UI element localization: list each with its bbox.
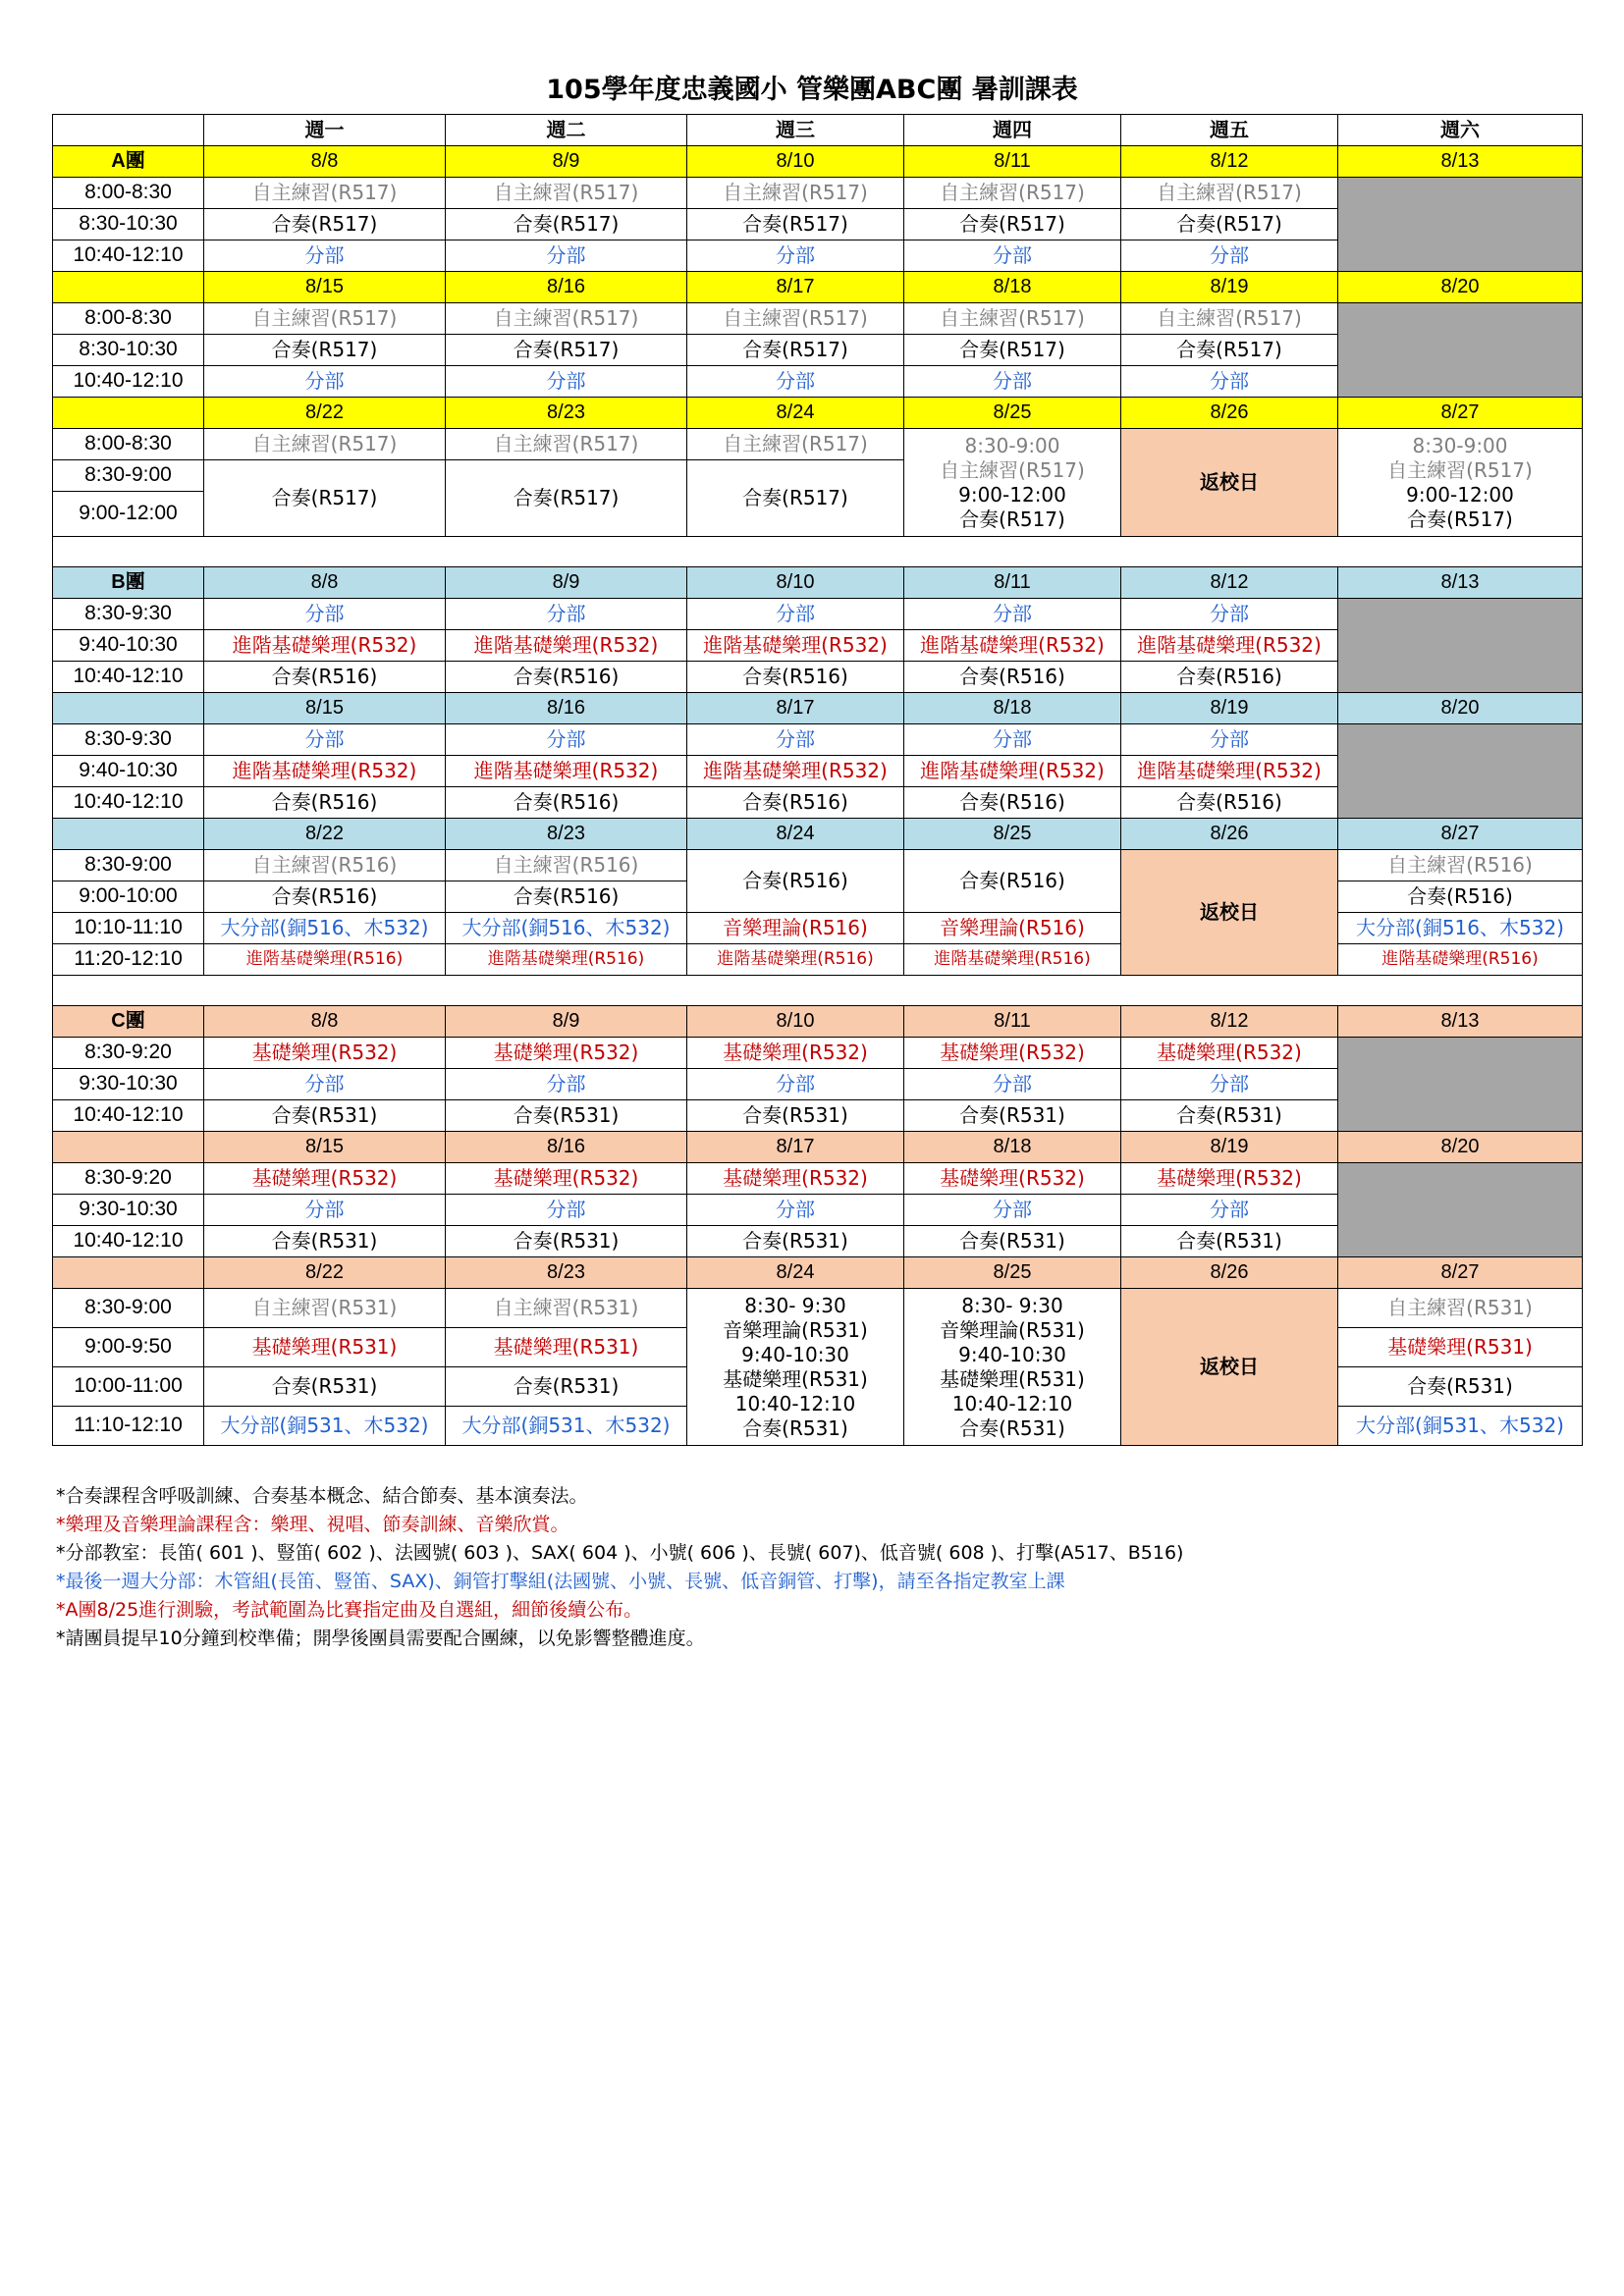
class-cell: 合奏(R516) [446, 787, 687, 819]
session-line: 9:00-12:00 [958, 482, 1066, 507]
no-class-cell [1338, 303, 1583, 398]
date-header: 8/25 [904, 819, 1121, 850]
session-line: 自主練習(R517) [1387, 457, 1533, 482]
time-slot: 10:40-12:10 [53, 1226, 204, 1257]
class-cell: 合奏(R516) [687, 662, 904, 693]
note-line: *合奏課程含呼吸訓練、合奏基本概念、結合節奏、基本演奏法。 [56, 1485, 588, 1507]
class-cell: 分部 [446, 1195, 687, 1226]
date-header: 8/13 [1338, 1006, 1583, 1038]
no-class-cell [1338, 178, 1583, 272]
date-header-row [53, 567, 1583, 599]
time-slot: 8:00-8:30 [53, 303, 204, 335]
schedule-row [53, 913, 1583, 944]
class-cell: 合奏(R517) [1121, 335, 1338, 366]
date-header: 8/20 [1338, 1132, 1583, 1163]
class-cell: 分部 [904, 240, 1121, 272]
return-day-cell: 返校日 [1121, 429, 1338, 537]
note-line: *樂理及音樂理論課程含：樂理、視唱、節奏訓練、音樂欣賞。 [56, 1514, 569, 1535]
class-cell: 合奏(R516) [1338, 881, 1583, 913]
session-line: 10:40-12:10 [951, 1391, 1073, 1415]
time-slot: 9:40-10:30 [53, 630, 204, 662]
class-cell: 合奏(R517) [446, 335, 687, 366]
session-line: 10:40-12:10 [734, 1391, 856, 1415]
class-cell: 合奏(R517) [204, 209, 446, 240]
class-cell: 基礎樂理(R532) [204, 1163, 446, 1195]
class-cell: 自主練習(R517) [904, 303, 1121, 335]
multi-session-cell [904, 1289, 1121, 1446]
class-cell: 合奏(R516) [904, 662, 1121, 693]
date-row-label [53, 1257, 204, 1289]
class-cell: 分部 [687, 1195, 904, 1226]
note-line: *分部教室：長笛( 601 )、豎笛( 602 )、法國號( 603 )、SAX( 604 )、小號( 606 )、長號( 607)、低音號( 608 )、打擊(A517、B516) [56, 1542, 1184, 1564]
group-label: B團 [53, 567, 204, 599]
return-day-cell: 返校日 [1121, 850, 1338, 976]
date-header: 8/16 [446, 272, 687, 303]
time-slot: 8:30-9:00 [53, 1289, 204, 1328]
session-line: 9:40-10:30 [958, 1342, 1066, 1366]
class-cell: 自主練習(R517) [204, 303, 446, 335]
session-line: 8:30- 9:30 [744, 1293, 846, 1317]
class-cell: 自主練習(R517) [446, 178, 687, 209]
notes [56, 1482, 1568, 1653]
date-header: 8/23 [446, 1257, 687, 1289]
session-line: 基礎樂理(R531) [723, 1366, 868, 1391]
class-cell: 分部 [204, 1069, 446, 1100]
date-header: 8/20 [1338, 693, 1583, 724]
date-header: 8/13 [1338, 146, 1583, 178]
class-cell: 合奏(R516) [1121, 787, 1338, 819]
weekday-header: 週五 [1121, 115, 1338, 146]
class-cell: 合奏(R517) [1121, 209, 1338, 240]
class-cell: 進階基礎樂理(R516) [446, 944, 687, 976]
date-header: 8/17 [687, 272, 904, 303]
class-cell: 分部 [1121, 1069, 1338, 1100]
schedule-row [53, 303, 1583, 335]
no-class-cell [1338, 724, 1583, 819]
date-header: 8/19 [1121, 693, 1338, 724]
class-cell: 基礎樂理(R532) [1121, 1038, 1338, 1069]
spacer-cell [53, 976, 1583, 1006]
schedule-row [53, 599, 1583, 630]
class-cell: 進階基礎樂理(R532) [446, 630, 687, 662]
date-header: 8/20 [1338, 272, 1583, 303]
date-header: 8/18 [904, 1132, 1121, 1163]
note-line: *請團員提早10分鐘到校準備；開學後團員需要配合團練，以免影響整體進度。 [56, 1628, 705, 1649]
no-class-cell [1338, 599, 1583, 693]
date-header: 8/16 [446, 693, 687, 724]
date-header: 8/25 [904, 398, 1121, 429]
date-header: 8/22 [204, 819, 446, 850]
class-cell: 合奏(R516) [446, 662, 687, 693]
class-cell: 合奏(R531) [446, 1367, 687, 1407]
session-line: 合奏(R517) [959, 507, 1065, 531]
time-slot: 9:00-10:00 [53, 881, 204, 913]
class-cell: 分部 [204, 240, 446, 272]
class-cell: 合奏(R531) [904, 1100, 1121, 1132]
class-cell: 自主練習(R531) [1338, 1289, 1583, 1328]
date-header: 8/19 [1121, 1132, 1338, 1163]
return-day-cell: 返校日 [1121, 1289, 1338, 1446]
class-cell: 合奏(R531) [204, 1367, 446, 1407]
class-cell: 合奏(R516) [904, 850, 1121, 913]
class-cell: 進階基礎樂理(R532) [687, 756, 904, 787]
time-slot: 8:30-9:00 [53, 460, 204, 492]
time-slot: 8:30-9:20 [53, 1038, 204, 1069]
schedule-row [53, 429, 1583, 460]
time-slot: 8:00-8:30 [53, 429, 204, 460]
time-slot: 9:30-10:30 [53, 1195, 204, 1226]
class-cell: 合奏(R517) [687, 209, 904, 240]
class-cell: 基礎樂理(R531) [1338, 1328, 1583, 1367]
session-line: 音樂理論(R531) [723, 1317, 868, 1342]
class-cell: 自主練習(R516) [204, 850, 446, 881]
multi-session-cell [687, 1289, 904, 1446]
class-cell: 自主練習(R517) [446, 303, 687, 335]
date-row-label [53, 1132, 204, 1163]
schedule-row [53, 724, 1583, 756]
date-header-row [53, 693, 1583, 724]
date-header: 8/9 [446, 1006, 687, 1038]
date-header: 8/26 [1121, 398, 1338, 429]
class-cell: 音樂理論(R516) [687, 913, 904, 944]
class-cell: 分部 [204, 1195, 446, 1226]
date-header: 8/11 [904, 146, 1121, 178]
class-cell: 合奏(R517) [904, 335, 1121, 366]
class-cell: 大分部(銅516、木532) [1338, 913, 1583, 944]
date-header: 8/9 [446, 146, 687, 178]
no-class-cell [1338, 1038, 1583, 1132]
time-slot: 9:00-9:50 [53, 1328, 204, 1367]
class-cell: 合奏(R516) [904, 787, 1121, 819]
time-slot: 8:30-10:30 [53, 209, 204, 240]
class-cell: 合奏(R516) [687, 787, 904, 819]
class-cell: 合奏(R516) [204, 662, 446, 693]
multi-session-cell [904, 429, 1121, 537]
class-cell: 音樂理論(R516) [904, 913, 1121, 944]
date-header: 8/27 [1338, 819, 1583, 850]
class-cell: 進階基礎樂理(R532) [446, 756, 687, 787]
class-cell: 合奏(R517) [446, 209, 687, 240]
class-cell: 基礎樂理(R532) [687, 1163, 904, 1195]
date-header: 8/10 [687, 1006, 904, 1038]
note-line: *A團8/25進行測驗，考試範圍為比賽指定曲及自選組，細節後續公布。 [56, 1599, 643, 1621]
class-cell: 基礎樂理(R532) [204, 1038, 446, 1069]
date-header: 8/16 [446, 1132, 687, 1163]
date-header-row [53, 398, 1583, 429]
time-slot: 10:40-12:10 [53, 662, 204, 693]
session-line: 合奏(R531) [959, 1415, 1065, 1440]
class-cell: 分部 [904, 1195, 1121, 1226]
date-header: 8/25 [904, 1257, 1121, 1289]
date-header: 8/26 [1121, 1257, 1338, 1289]
class-cell: 進階基礎樂理(R532) [204, 756, 446, 787]
group-spacer [53, 976, 1583, 1006]
class-cell: 進階基礎樂理(R516) [687, 944, 904, 976]
class-cell: 分部 [687, 366, 904, 398]
schedule-row [53, 944, 1583, 976]
session-line: 8:30-9:00 [964, 433, 1060, 457]
class-cell: 分部 [687, 724, 904, 756]
class-cell: 合奏(R516) [446, 881, 687, 913]
page-title: 105學年度忠義國小 管樂團ABC團 暑訓課表 [546, 75, 1078, 105]
date-row-label [53, 398, 204, 429]
time-slot: 8:30-9:20 [53, 1163, 204, 1195]
class-cell: 合奏(R531) [1338, 1367, 1583, 1407]
class-cell: 進階基礎樂理(R516) [204, 944, 446, 976]
group-label: A團 [53, 146, 204, 178]
date-header-row [53, 1006, 1583, 1038]
class-cell: 基礎樂理(R532) [446, 1163, 687, 1195]
class-cell: 合奏(R517) [204, 335, 446, 366]
class-cell: 分部 [204, 599, 446, 630]
class-cell: 基礎樂理(R532) [904, 1163, 1121, 1195]
session-line: 8:30- 9:30 [961, 1293, 1063, 1317]
date-header: 8/12 [1121, 146, 1338, 178]
class-cell: 合奏(R531) [446, 1100, 687, 1132]
class-cell: 基礎樂理(R531) [204, 1328, 446, 1367]
date-header: 8/11 [904, 1006, 1121, 1038]
class-cell: 基礎樂理(R532) [687, 1038, 904, 1069]
time-slot: 8:30-9:30 [53, 599, 204, 630]
session-line: 8:30-9:00 [1412, 433, 1508, 457]
date-header-row [53, 272, 1583, 303]
class-cell: 進階基礎樂理(R532) [1121, 756, 1338, 787]
weekday-header: 週六 [1338, 115, 1583, 146]
class-cell: 分部 [446, 599, 687, 630]
class-cell: 分部 [446, 366, 687, 398]
time-slot: 11:20-12:10 [53, 944, 204, 976]
schedule-row [53, 1289, 1583, 1328]
date-header: 8/27 [1338, 1257, 1583, 1289]
time-slot: 10:10-11:10 [53, 913, 204, 944]
multi-session-cell [1338, 429, 1583, 537]
date-header: 8/8 [204, 567, 446, 599]
class-cell: 自主練習(R517) [1121, 178, 1338, 209]
schedule-table [52, 114, 1583, 1446]
class-cell: 分部 [1121, 1195, 1338, 1226]
class-cell: 分部 [1121, 240, 1338, 272]
class-cell: 進階基礎樂理(R516) [1338, 944, 1583, 976]
class-cell: 合奏(R531) [687, 1226, 904, 1257]
date-header: 8/11 [904, 567, 1121, 599]
date-header: 8/17 [687, 693, 904, 724]
class-cell: 自主練習(R516) [1338, 850, 1583, 881]
time-slot: 8:00-8:30 [53, 178, 204, 209]
date-header: 8/18 [904, 693, 1121, 724]
date-header-row [53, 819, 1583, 850]
class-cell: 自主練習(R517) [1121, 303, 1338, 335]
class-cell: 進階基礎樂理(R532) [204, 630, 446, 662]
date-header: 8/22 [204, 398, 446, 429]
class-cell: 分部 [204, 366, 446, 398]
schedule-row [53, 1163, 1583, 1195]
schedule-row [53, 850, 1583, 881]
date-header: 8/24 [687, 1257, 904, 1289]
time-slot: 8:30-9:00 [53, 850, 204, 881]
time-slot: 9:40-10:30 [53, 756, 204, 787]
class-cell: 大分部(銅531、木532) [204, 1407, 446, 1446]
class-cell: 進階基礎樂理(R532) [687, 630, 904, 662]
weekday-header-row [53, 115, 1583, 146]
class-cell: 合奏(R531) [204, 1226, 446, 1257]
date-row-label [53, 272, 204, 303]
date-header: 8/13 [1338, 567, 1583, 599]
session-line: 自主練習(R517) [940, 457, 1085, 482]
date-header: 8/8 [204, 146, 446, 178]
time-slot: 10:40-12:10 [53, 1100, 204, 1132]
corner-cell [53, 115, 204, 146]
session-line: 9:00-12:00 [1406, 482, 1514, 507]
date-row-label [53, 819, 204, 850]
class-cell: 合奏(R517) [904, 209, 1121, 240]
date-header: 8/10 [687, 567, 904, 599]
class-cell: 合奏(R517) [446, 460, 687, 537]
class-cell: 分部 [446, 240, 687, 272]
class-cell: 分部 [904, 724, 1121, 756]
class-cell: 合奏(R531) [687, 1100, 904, 1132]
class-cell: 分部 [687, 1069, 904, 1100]
class-cell: 基礎樂理(R532) [446, 1038, 687, 1069]
class-cell: 自主練習(R531) [204, 1289, 446, 1328]
class-cell: 合奏(R531) [1121, 1226, 1338, 1257]
date-header: 8/12 [1121, 1006, 1338, 1038]
time-slot: 9:00-12:00 [53, 492, 204, 537]
class-cell: 自主練習(R517) [687, 178, 904, 209]
class-cell: 合奏(R531) [904, 1226, 1121, 1257]
schedule-row [53, 178, 1583, 209]
class-cell: 基礎樂理(R532) [1121, 1163, 1338, 1195]
date-header: 8/26 [1121, 819, 1338, 850]
date-header: 8/9 [446, 567, 687, 599]
class-cell: 分部 [446, 1069, 687, 1100]
class-cell: 分部 [687, 599, 904, 630]
date-header-row [53, 146, 1583, 178]
class-cell: 大分部(銅516、木532) [204, 913, 446, 944]
class-cell: 分部 [904, 1069, 1121, 1100]
class-cell: 合奏(R531) [204, 1100, 446, 1132]
session-line: 9:40-10:30 [741, 1342, 849, 1366]
class-cell: 分部 [904, 599, 1121, 630]
weekday-header: 週一 [204, 115, 446, 146]
date-header: 8/23 [446, 819, 687, 850]
class-cell: 合奏(R531) [446, 1226, 687, 1257]
weekday-header: 週四 [904, 115, 1121, 146]
class-cell: 分部 [1121, 599, 1338, 630]
weekday-header: 週二 [446, 115, 687, 146]
class-cell: 合奏(R517) [687, 460, 904, 537]
date-header: 8/8 [204, 1006, 446, 1038]
class-cell: 基礎樂理(R531) [446, 1328, 687, 1367]
date-row-label [53, 693, 204, 724]
time-slot: 10:40-12:10 [53, 366, 204, 398]
date-header: 8/24 [687, 398, 904, 429]
date-header: 8/24 [687, 819, 904, 850]
class-cell: 基礎樂理(R532) [904, 1038, 1121, 1069]
class-cell: 自主練習(R517) [204, 429, 446, 460]
note-line: *最後一週大分部：木管組(長笛、豎笛、SAX)、銅管打擊組(法國號、小號、長號、低音銅管、打擊)，請至各指定教室上課 [56, 1571, 1065, 1592]
class-cell: 合奏(R516) [687, 850, 904, 913]
group-label: C團 [53, 1006, 204, 1038]
session-line: 合奏(R517) [1407, 507, 1513, 531]
time-slot: 10:40-12:10 [53, 240, 204, 272]
date-header: 8/15 [204, 272, 446, 303]
class-cell: 分部 [204, 724, 446, 756]
class-cell: 進階基礎樂理(R532) [904, 756, 1121, 787]
class-cell: 自主練習(R517) [204, 178, 446, 209]
class-cell: 合奏(R516) [1121, 662, 1338, 693]
date-header: 8/17 [687, 1132, 904, 1163]
time-slot: 9:30-10:30 [53, 1069, 204, 1100]
class-cell: 自主練習(R517) [446, 429, 687, 460]
no-class-cell [1338, 1163, 1583, 1257]
date-header: 8/12 [1121, 567, 1338, 599]
date-header: 8/23 [446, 398, 687, 429]
class-cell: 合奏(R517) [687, 335, 904, 366]
date-header: 8/10 [687, 146, 904, 178]
class-cell: 合奏(R517) [204, 460, 446, 537]
class-cell: 自主練習(R517) [904, 178, 1121, 209]
class-cell: 大分部(銅531、木532) [1338, 1407, 1583, 1446]
session-line: 合奏(R531) [742, 1415, 848, 1440]
class-cell: 自主練習(R531) [446, 1289, 687, 1328]
class-cell: 自主練習(R516) [446, 850, 687, 881]
date-header: 8/22 [204, 1257, 446, 1289]
date-header-row [53, 1257, 1583, 1289]
class-cell: 進階基礎樂理(R532) [904, 630, 1121, 662]
time-slot: 11:10-12:10 [53, 1407, 204, 1446]
spacer-cell [53, 537, 1583, 567]
date-header: 8/19 [1121, 272, 1338, 303]
weekday-header: 週三 [687, 115, 904, 146]
class-cell: 進階基礎樂理(R516) [904, 944, 1121, 976]
time-slot: 10:40-12:10 [53, 787, 204, 819]
class-cell: 分部 [1121, 366, 1338, 398]
class-cell: 分部 [904, 366, 1121, 398]
class-cell: 大分部(銅516、木532) [446, 913, 687, 944]
class-cell: 分部 [687, 240, 904, 272]
date-header-row [53, 1132, 1583, 1163]
class-cell: 進階基礎樂理(R532) [1121, 630, 1338, 662]
class-cell: 大分部(銅531、木532) [446, 1407, 687, 1446]
class-cell: 分部 [1121, 724, 1338, 756]
time-slot: 8:30-10:30 [53, 335, 204, 366]
class-cell: 自主練習(R517) [687, 429, 904, 460]
session-line: 基礎樂理(R531) [940, 1366, 1085, 1391]
time-slot: 8:30-9:30 [53, 724, 204, 756]
class-cell: 分部 [446, 724, 687, 756]
date-header: 8/18 [904, 272, 1121, 303]
date-header: 8/15 [204, 693, 446, 724]
group-spacer [53, 537, 1583, 567]
class-cell: 合奏(R516) [204, 881, 446, 913]
class-cell: 自主練習(R517) [687, 303, 904, 335]
class-cell: 合奏(R516) [204, 787, 446, 819]
date-header: 8/27 [1338, 398, 1583, 429]
session-line: 音樂理論(R531) [940, 1317, 1085, 1342]
date-header: 8/15 [204, 1132, 446, 1163]
schedule-row [53, 1038, 1583, 1069]
class-cell: 合奏(R531) [1121, 1100, 1338, 1132]
time-slot: 10:00-11:00 [53, 1367, 204, 1407]
